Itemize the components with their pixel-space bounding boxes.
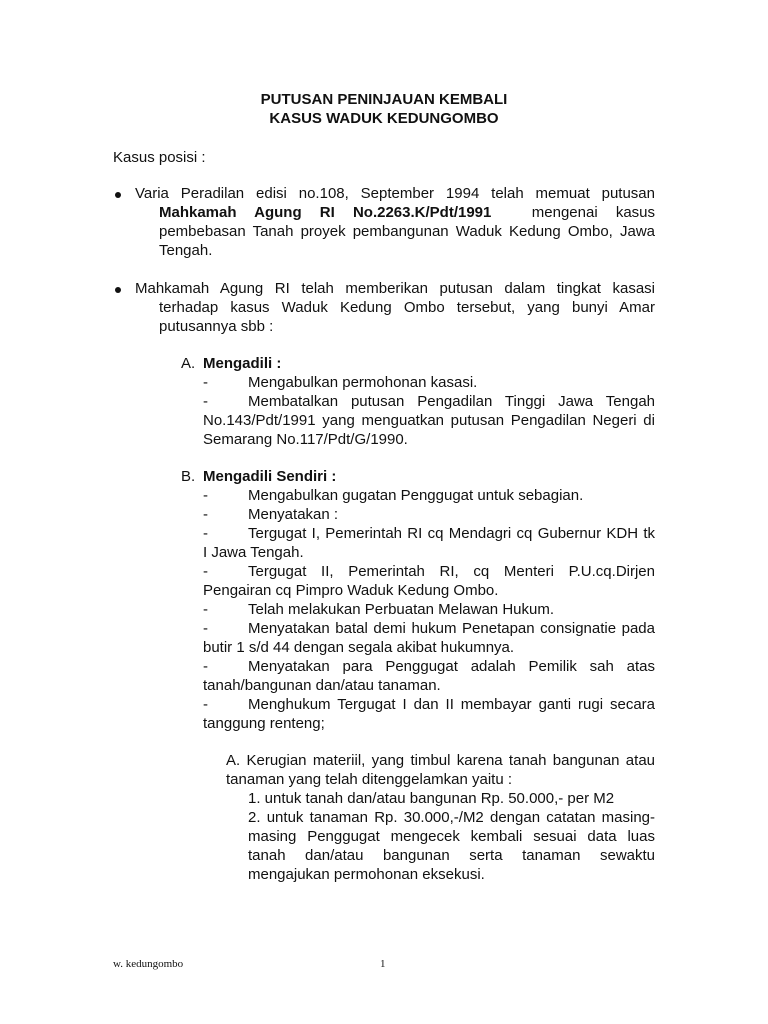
sub-a-item1: 1. untuk tanah dan/atau bangunan Rp. 50.000,- per M2	[248, 790, 615, 807]
section-b-item7-line1: Menyatakan para Penggugat adalah Pemilik sah atas	[248, 658, 655, 675]
sub-a-item2-line3: tanah dan/atau bangunan serta tanaman sewaktu	[248, 847, 655, 864]
section-a-heading: Mengadili :	[203, 355, 282, 372]
dash: -	[203, 506, 208, 523]
section-b-item6-line1: Menyatakan batal demi hukum Penetapan consignatie pada	[248, 620, 655, 637]
case-number: Mahkamah Agung RI No.2263.K/Pdt/1991	[159, 204, 492, 221]
dash: -	[203, 601, 208, 618]
section-a-marker: A.	[181, 355, 196, 372]
section-b-item1: Mengabulkan gugatan Penggugat untuk sebagian.	[248, 487, 584, 504]
bullet-2-line2: terhadap kasus Waduk Kedung Ombo tersebut, yang bunyi Amar	[159, 299, 655, 316]
page-number: 1	[380, 958, 386, 970]
bullet-1-line4: Tengah.	[159, 242, 213, 259]
section-b-item8-line1: Menghukum Tergugat I dan II membayar ganti rugi secara	[248, 696, 655, 713]
section-a-item2-line1: Membatalkan putusan Pengadilan Tinggi Jawa Tengah	[248, 393, 655, 410]
document-title-line1: PUTUSAN PENINJAUAN KEMBALI	[260, 91, 508, 108]
section-a-item2-line3: Semarang No.117/Pdt/G/1990.	[203, 431, 408, 448]
section-b-item6-line2: butir 1 s/d 44 dengan segala akibat hukumnya.	[203, 639, 515, 656]
section-b-item3-line1: Tergugat I, Pemerintah RI cq Mendagri cq Gubernur KDH tk	[248, 525, 655, 542]
sub-a-item2-line2: masing Penggugat mengecek kembali sesuai data luas	[248, 828, 655, 845]
section-b-item3-line2: I Jawa Tengah.	[203, 544, 304, 561]
sub-a-line2: tanaman yang telah ditenggelamkan yaitu :	[226, 771, 513, 788]
section-a-item1: Mengabulkan permohonan kasasi.	[248, 374, 478, 391]
dash: -	[203, 696, 208, 713]
bullet-1-line2: Mahkamah Agung RI No.2263.K/Pdt/1991 mengenai kasus	[159, 204, 655, 221]
section-b-item7-line2: tanah/bangunan dan/atau tanaman.	[203, 677, 441, 694]
section-a-item2-line2: No.143/Pdt/1991 yang menguatkan putusan Pengadilan Negeri di	[203, 412, 655, 429]
section-b-item8-line2: tanggung renteng;	[203, 715, 325, 732]
section-b-item5: Telah melakukan Perbuatan Melawan Hukum.	[248, 601, 554, 618]
footer-label: w. kedungombo	[113, 958, 184, 970]
bullet-2-line1: Mahkamah Agung RI telah memberikan putusan dalam tingkat kasasi	[135, 280, 655, 297]
bullet-1-line1: Varia Peradilan edisi no.108, September 1994 telah memuat putusan	[135, 185, 655, 202]
section-b-item4-line1: Tergugat II, Pemerintah RI, cq Menteri P.U.cq.Dirjen	[248, 563, 655, 580]
bullet-1-line3: pembebasan Tanah proyek pembangunan Waduk Kedung Ombo, Jawa	[159, 223, 655, 240]
bullet-2-icon	[113, 282, 123, 292]
dash: -	[203, 620, 208, 637]
dash: -	[203, 658, 208, 675]
section-b-heading: Mengadili Sendiri :	[203, 468, 337, 485]
section-b-marker: B.	[181, 468, 196, 485]
dash: -	[203, 563, 208, 580]
document-title-line2: KASUS WADUK KEDUNGOMBO	[269, 110, 499, 127]
dash: -	[203, 393, 208, 410]
dash: -	[203, 487, 208, 504]
section-b-item4-line2: Pengairan cq Pimpro Waduk Kedung Ombo.	[203, 582, 499, 599]
kasus-posisi-label: Kasus posisi :	[113, 149, 206, 166]
bullet-1-icon	[113, 187, 123, 197]
dash: -	[203, 374, 208, 391]
bullet-2-line3: putusannya sbb :	[159, 318, 274, 335]
sub-a-item2-line1: 2. untuk tanaman Rp. 30.000,-/M2 dengan catatan masing-	[248, 809, 655, 826]
section-b-item2: Menyatakan :	[248, 506, 339, 523]
dash: -	[203, 525, 208, 542]
sub-a-line1: A. Kerugian materiil, yang timbul karena tanah bangunan atau	[226, 752, 655, 769]
sub-a-item2-line4: mengajukan permohonan eksekusi.	[248, 866, 485, 883]
